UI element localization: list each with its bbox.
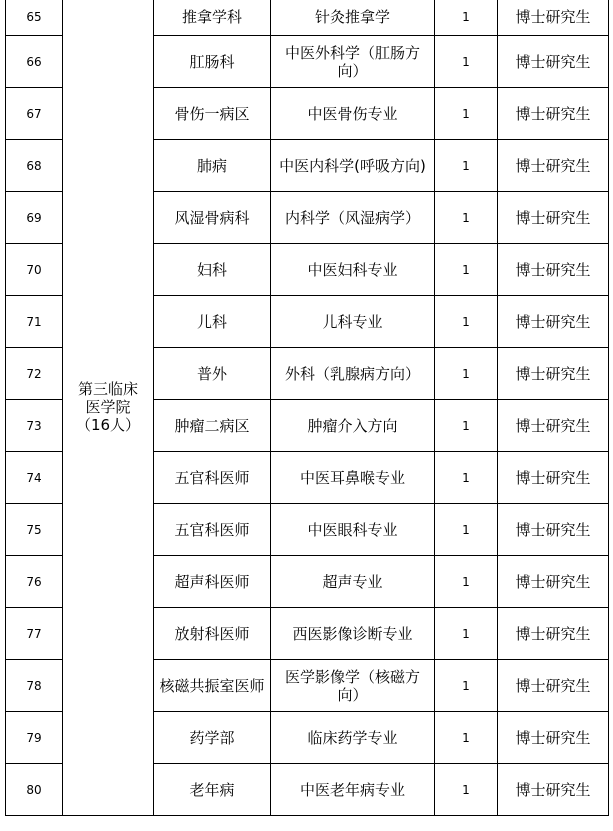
department: 儿科 bbox=[154, 296, 271, 348]
college-quota: （16人） bbox=[75, 416, 141, 434]
row-number: 76 bbox=[6, 556, 63, 608]
row-number: 71 bbox=[6, 296, 63, 348]
count: 1 bbox=[435, 608, 498, 660]
major: 中医老年病专业 bbox=[271, 764, 435, 816]
count: 1 bbox=[435, 0, 498, 36]
row-number: 72 bbox=[6, 348, 63, 400]
department: 普外 bbox=[154, 348, 271, 400]
count: 1 bbox=[435, 192, 498, 244]
major: 中医外科学（肛肠方向） bbox=[271, 36, 435, 88]
degree: 博士研究生 bbox=[498, 140, 609, 192]
row-number: 66 bbox=[6, 36, 63, 88]
count: 1 bbox=[435, 504, 498, 556]
row-number: 68 bbox=[6, 140, 63, 192]
degree: 博士研究生 bbox=[498, 660, 609, 712]
count: 1 bbox=[435, 348, 498, 400]
count: 1 bbox=[435, 140, 498, 192]
count: 1 bbox=[435, 88, 498, 140]
row-number: 67 bbox=[6, 88, 63, 140]
major: 儿科专业 bbox=[271, 296, 435, 348]
major: 内科学（风湿病学） bbox=[271, 192, 435, 244]
major: 临床药学专业 bbox=[271, 712, 435, 764]
row-number: 74 bbox=[6, 452, 63, 504]
department: 骨伤一病区 bbox=[154, 88, 271, 140]
row-number: 80 bbox=[6, 764, 63, 816]
department: 风湿骨病科 bbox=[154, 192, 271, 244]
degree: 博士研究生 bbox=[498, 36, 609, 88]
major: 医学影像学（核磁方向） bbox=[271, 660, 435, 712]
major: 中医妇科专业 bbox=[271, 244, 435, 296]
degree: 博士研究生 bbox=[498, 452, 609, 504]
degree: 博士研究生 bbox=[498, 504, 609, 556]
department: 妇科 bbox=[154, 244, 271, 296]
college-name-line2: 医学院 bbox=[85, 398, 131, 416]
major: 中医骨伤专业 bbox=[271, 88, 435, 140]
count: 1 bbox=[435, 660, 498, 712]
degree: 博士研究生 bbox=[498, 244, 609, 296]
degree: 博士研究生 bbox=[498, 608, 609, 660]
table-body bbox=[6, 0, 609, 816]
major: 外科（乳腺病方向） bbox=[271, 348, 435, 400]
recruitment-table bbox=[5, 0, 609, 816]
count: 1 bbox=[435, 764, 498, 816]
degree: 博士研究生 bbox=[498, 712, 609, 764]
department: 肿瘤二病区 bbox=[154, 400, 271, 452]
row-number: 78 bbox=[6, 660, 63, 712]
table-row bbox=[6, 0, 609, 36]
row-number: 79 bbox=[6, 712, 63, 764]
row-number: 73 bbox=[6, 400, 63, 452]
department: 老年病 bbox=[154, 764, 271, 816]
major: 中医眼科专业 bbox=[271, 504, 435, 556]
department: 药学部 bbox=[154, 712, 271, 764]
department: 肺病 bbox=[154, 140, 271, 192]
department: 放射科医师 bbox=[154, 608, 271, 660]
count: 1 bbox=[435, 36, 498, 88]
college-name-line1: 第三临床 bbox=[77, 380, 138, 398]
row-number: 65 bbox=[6, 0, 63, 36]
department: 核磁共振室医师 bbox=[154, 660, 271, 712]
department: 五官科医师 bbox=[154, 504, 271, 556]
count: 1 bbox=[435, 400, 498, 452]
row-number: 77 bbox=[6, 608, 63, 660]
count: 1 bbox=[435, 296, 498, 348]
count: 1 bbox=[435, 556, 498, 608]
degree: 博士研究生 bbox=[498, 88, 609, 140]
major: 肿瘤介入方向 bbox=[271, 400, 435, 452]
count: 1 bbox=[435, 244, 498, 296]
college-cell bbox=[63, 0, 154, 816]
row-number: 70 bbox=[6, 244, 63, 296]
count: 1 bbox=[435, 712, 498, 764]
department: 五官科医师 bbox=[154, 452, 271, 504]
degree: 博士研究生 bbox=[498, 0, 609, 36]
degree: 博士研究生 bbox=[498, 192, 609, 244]
major: 超声专业 bbox=[271, 556, 435, 608]
degree: 博士研究生 bbox=[498, 764, 609, 816]
major: 西医影像诊断专业 bbox=[271, 608, 435, 660]
department: 推拿学科 bbox=[154, 0, 271, 36]
count: 1 bbox=[435, 452, 498, 504]
degree: 博士研究生 bbox=[498, 556, 609, 608]
department: 肛肠科 bbox=[154, 36, 271, 88]
major: 针灸推拿学 bbox=[271, 0, 435, 36]
department: 超声科医师 bbox=[154, 556, 271, 608]
major: 中医耳鼻喉专业 bbox=[271, 452, 435, 504]
degree: 博士研究生 bbox=[498, 348, 609, 400]
degree: 博士研究生 bbox=[498, 400, 609, 452]
major: 中医内科学(呼吸方向) bbox=[271, 140, 435, 192]
row-number: 69 bbox=[6, 192, 63, 244]
row-number: 75 bbox=[6, 504, 63, 556]
degree: 博士研究生 bbox=[498, 296, 609, 348]
